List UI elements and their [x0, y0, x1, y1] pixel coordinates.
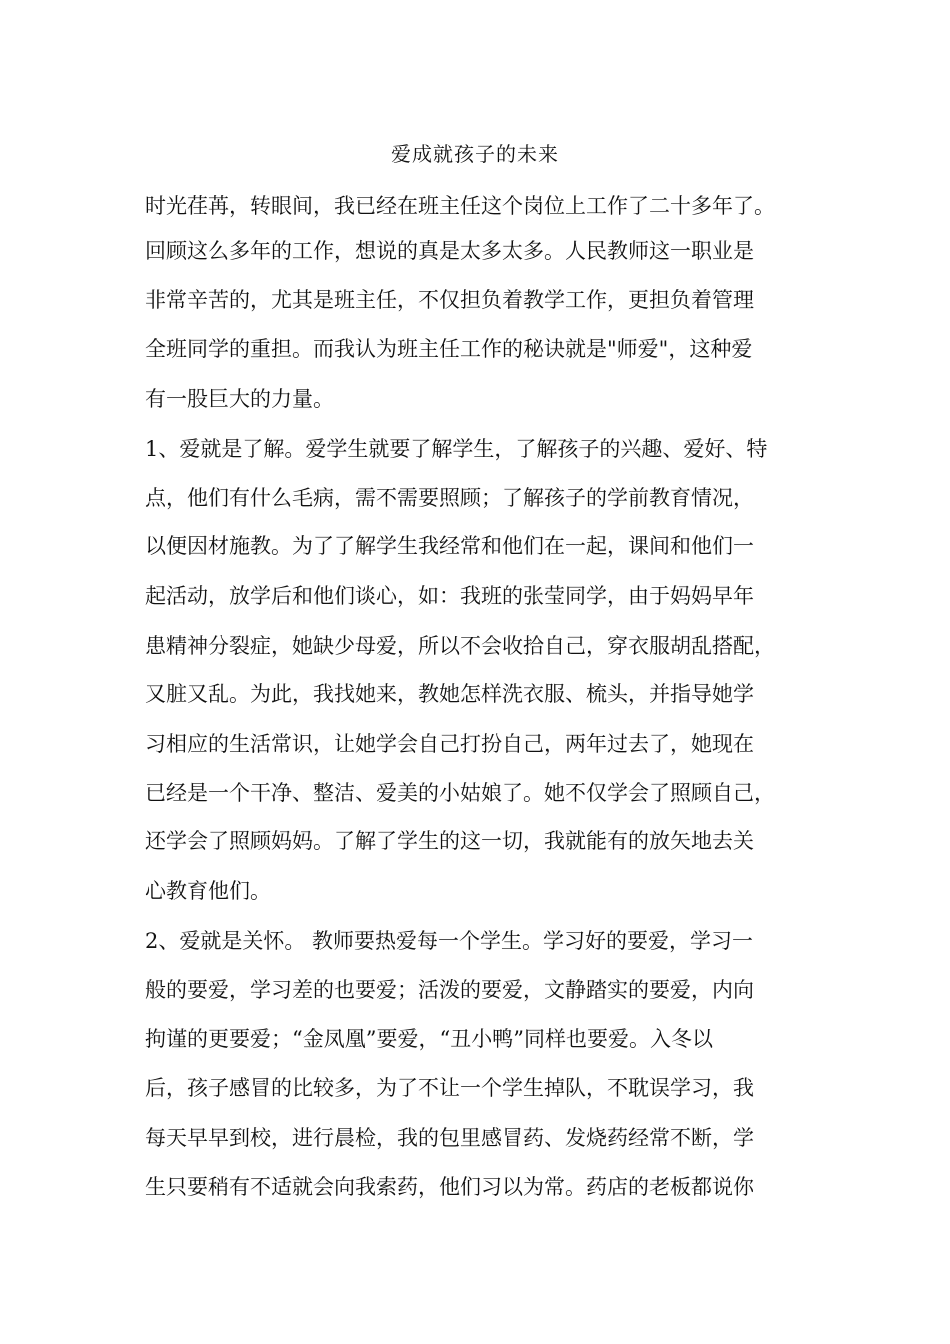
- text-line: 心教育他们。: [145, 879, 271, 903]
- text-line: 全班同学的重担。而我认为班主任工作的秘诀就是"师爱"，这种爱: [145, 337, 753, 361]
- text-line: 拘谨的更要爱；“金凤凰”要爱，“丑小鸭”同样也要爱。入冬以: [145, 1027, 713, 1051]
- text-line: 起活动，放学后和他们谈心，如：我班的张莹同学，由于妈妈早年: [145, 584, 754, 608]
- text-line: 还学会了照顾妈妈。了解了学生的这一切，我就能有的放矢地去关: [145, 829, 754, 853]
- text-line: 般的要爱，学习差的也要爱；活泼的要爱，文静踏实的要爱，内向: [145, 978, 754, 1002]
- text-line: 时光荏苒，转眼间，我已经在班主任这个岗位上工作了二十多年了。: [145, 194, 775, 218]
- text-line: 点，他们有什么毛病，需不需要照顾；了解孩子的学前教育情况，: [145, 486, 754, 510]
- text-line: 以便因材施教。为了了解学生我经常和他们在一起，课间和他们一: [145, 534, 754, 558]
- text-line: 生只要稍有不适就会向我索药，他们习以为常。药店的老板都说你: [145, 1175, 754, 1199]
- document-title: 爱成就孩子的未来: [391, 142, 559, 166]
- text-line: 又脏又乱。为此，我找她来，教她怎样洗衣服、梳头，并指导她学: [145, 682, 754, 706]
- text-line: 回顾这么多年的工作，想说的真是太多太多。人民教师这一职业是: [145, 239, 754, 263]
- text-line: 非常辛苦的，尤其是班主任，不仅担负着教学工作，更担负着管理: [145, 288, 754, 312]
- text-line: 1、爱就是了解。爱学生就要了解学生，了解孩子的兴趣、爱好、特: [145, 437, 768, 461]
- text-line: 后，孩子感冒的比较多，为了不让一个学生掉队，不耽误学习，我: [145, 1076, 754, 1100]
- text-line: 已经是一个干净、整洁、爱美的小姑娘了。她不仅学会了照顾自己，: [145, 781, 775, 805]
- text-line: 有一股巨大的力量。: [145, 387, 334, 411]
- text-line: 习相应的生活常识，让她学会自己打扮自己，两年过去了，她现在: [145, 732, 754, 756]
- text-line: 2、爱就是关怀。 教师要热爱每一个学生。学习好的要爱，学习一: [145, 929, 754, 953]
- text-line: 每天早早到校，进行晨检，我的包里感冒药、发烧药经常不断，学: [145, 1126, 754, 1150]
- text-line: 患精神分裂症，她缺少母爱，所以不会收拾自己，穿衣服胡乱搭配，: [145, 634, 775, 658]
